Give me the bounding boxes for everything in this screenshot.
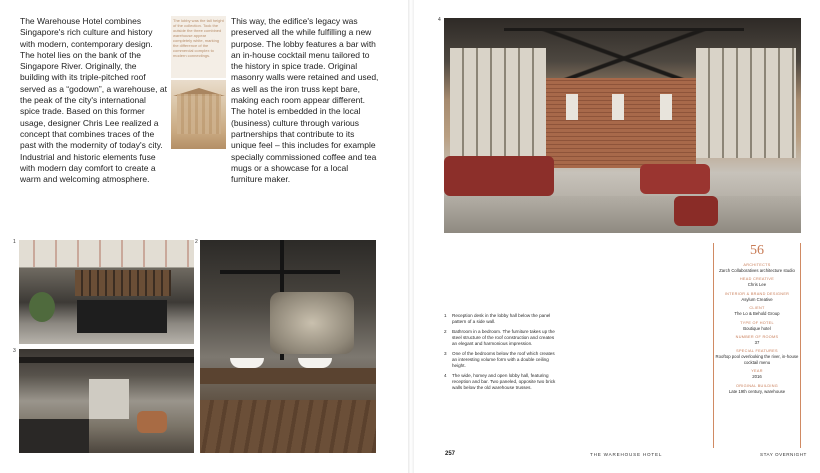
historic-photo: [171, 80, 226, 149]
photo-bedroom: [19, 349, 194, 453]
photo-number-4: 4: [438, 17, 441, 23]
info-field: YEAR 2016: [751, 369, 763, 380]
page-number: 257: [445, 451, 456, 457]
info-field: ORIGINAL BUILDING Late 19th century, warehouse: [728, 383, 786, 394]
caption-item: 4 The wide, homey and open lobby hall, featuring reception and bar. Two paneled, opposite two brick walls below the old warehouse trusses.: [444, 373, 556, 390]
body-text-column-1: The Warehouse Hotel combines Singapore's rich culture and history with modern, contemporary design. The hotel lies on the bank of the Singapore River. Originally, the building with its triple-pitched roof served as a “godown”, a warehouse, at the peak of the city's international spice trade. Based on this former usage, designer Chris Lee realized a concept that combines traces of the past with the modernity of today's city. Industrial and historic elements fuse with modern day comfort to create a warm and welcoming atmosphere.: [20, 16, 167, 185]
caption-item: 1 Reception desk in the lobby hall below the panel pattern of a side wall.: [444, 313, 551, 324]
running-title: THE WAREHOUSE HOTEL: [590, 452, 663, 457]
inset-caption: The lobby was the tall height of the collection. Took the outside the three combined warehouse appear completely white, marking the difference of the commercial complex to modern connectings.: [171, 16, 226, 78]
photo-lobby-hall: [444, 18, 801, 233]
info-field: SPECIAL FEATURES Rooftop pool overlooking the river, in-house cocktail menu: [715, 349, 799, 365]
body-text-column-2: This way, the edifice's legacy was preserved all the while fulfilling a new purpose. The lobby features a bar with an in-house cocktail menu tailored to the history in spice trade. Original masonry walls were retained and used, as well as the iron truss kept bare, making each room appear different. The hotel is embedded in the local (business) culture through various partnerships that contribute to its unique feel – this includes for example specially commissioned coffee and tea mugs or a showcase for a local furniture maker.: [231, 16, 379, 185]
hotel-info-panel: [713, 243, 801, 448]
info-field: NUMBER OF ROOMS 37: [735, 335, 779, 346]
info-field: TYPE OF HOTEL Boutique hotel: [740, 320, 774, 331]
photo-reception-desk: [19, 240, 194, 344]
photo-number-3: 3: [13, 348, 16, 354]
section-title: STAY OVERNIGHT: [760, 452, 807, 457]
historic-inset: [171, 16, 226, 149]
photo-bathroom: [200, 240, 376, 453]
book-gutter: [408, 0, 414, 473]
info-field: INTERIOR & BRAND DESIGNER Asylum Creative: [724, 291, 790, 302]
photo-number-2: 2: [195, 239, 198, 245]
info-field: HEAD CREATIVE Chris Lee: [739, 277, 775, 288]
caption-item: 2 Bathroom in a bedroom. The furniture takes up the steel structure of the roof construction and creates an elegant and harmonious impression.: [444, 329, 555, 346]
photo-captions: [444, 313, 556, 395]
photo-number-1: 1: [13, 239, 16, 245]
info-field: CLIENT The Lo & Behold Group: [734, 306, 780, 317]
info-field: ARCHITECTS Zarch Collaboratives architecture studio: [719, 263, 795, 273]
hotel-number: 56: [750, 243, 764, 258]
caption-item: 3 One of the bedrooms below the roof which creates an interesting volume form with a double ceiling height.: [444, 351, 555, 368]
